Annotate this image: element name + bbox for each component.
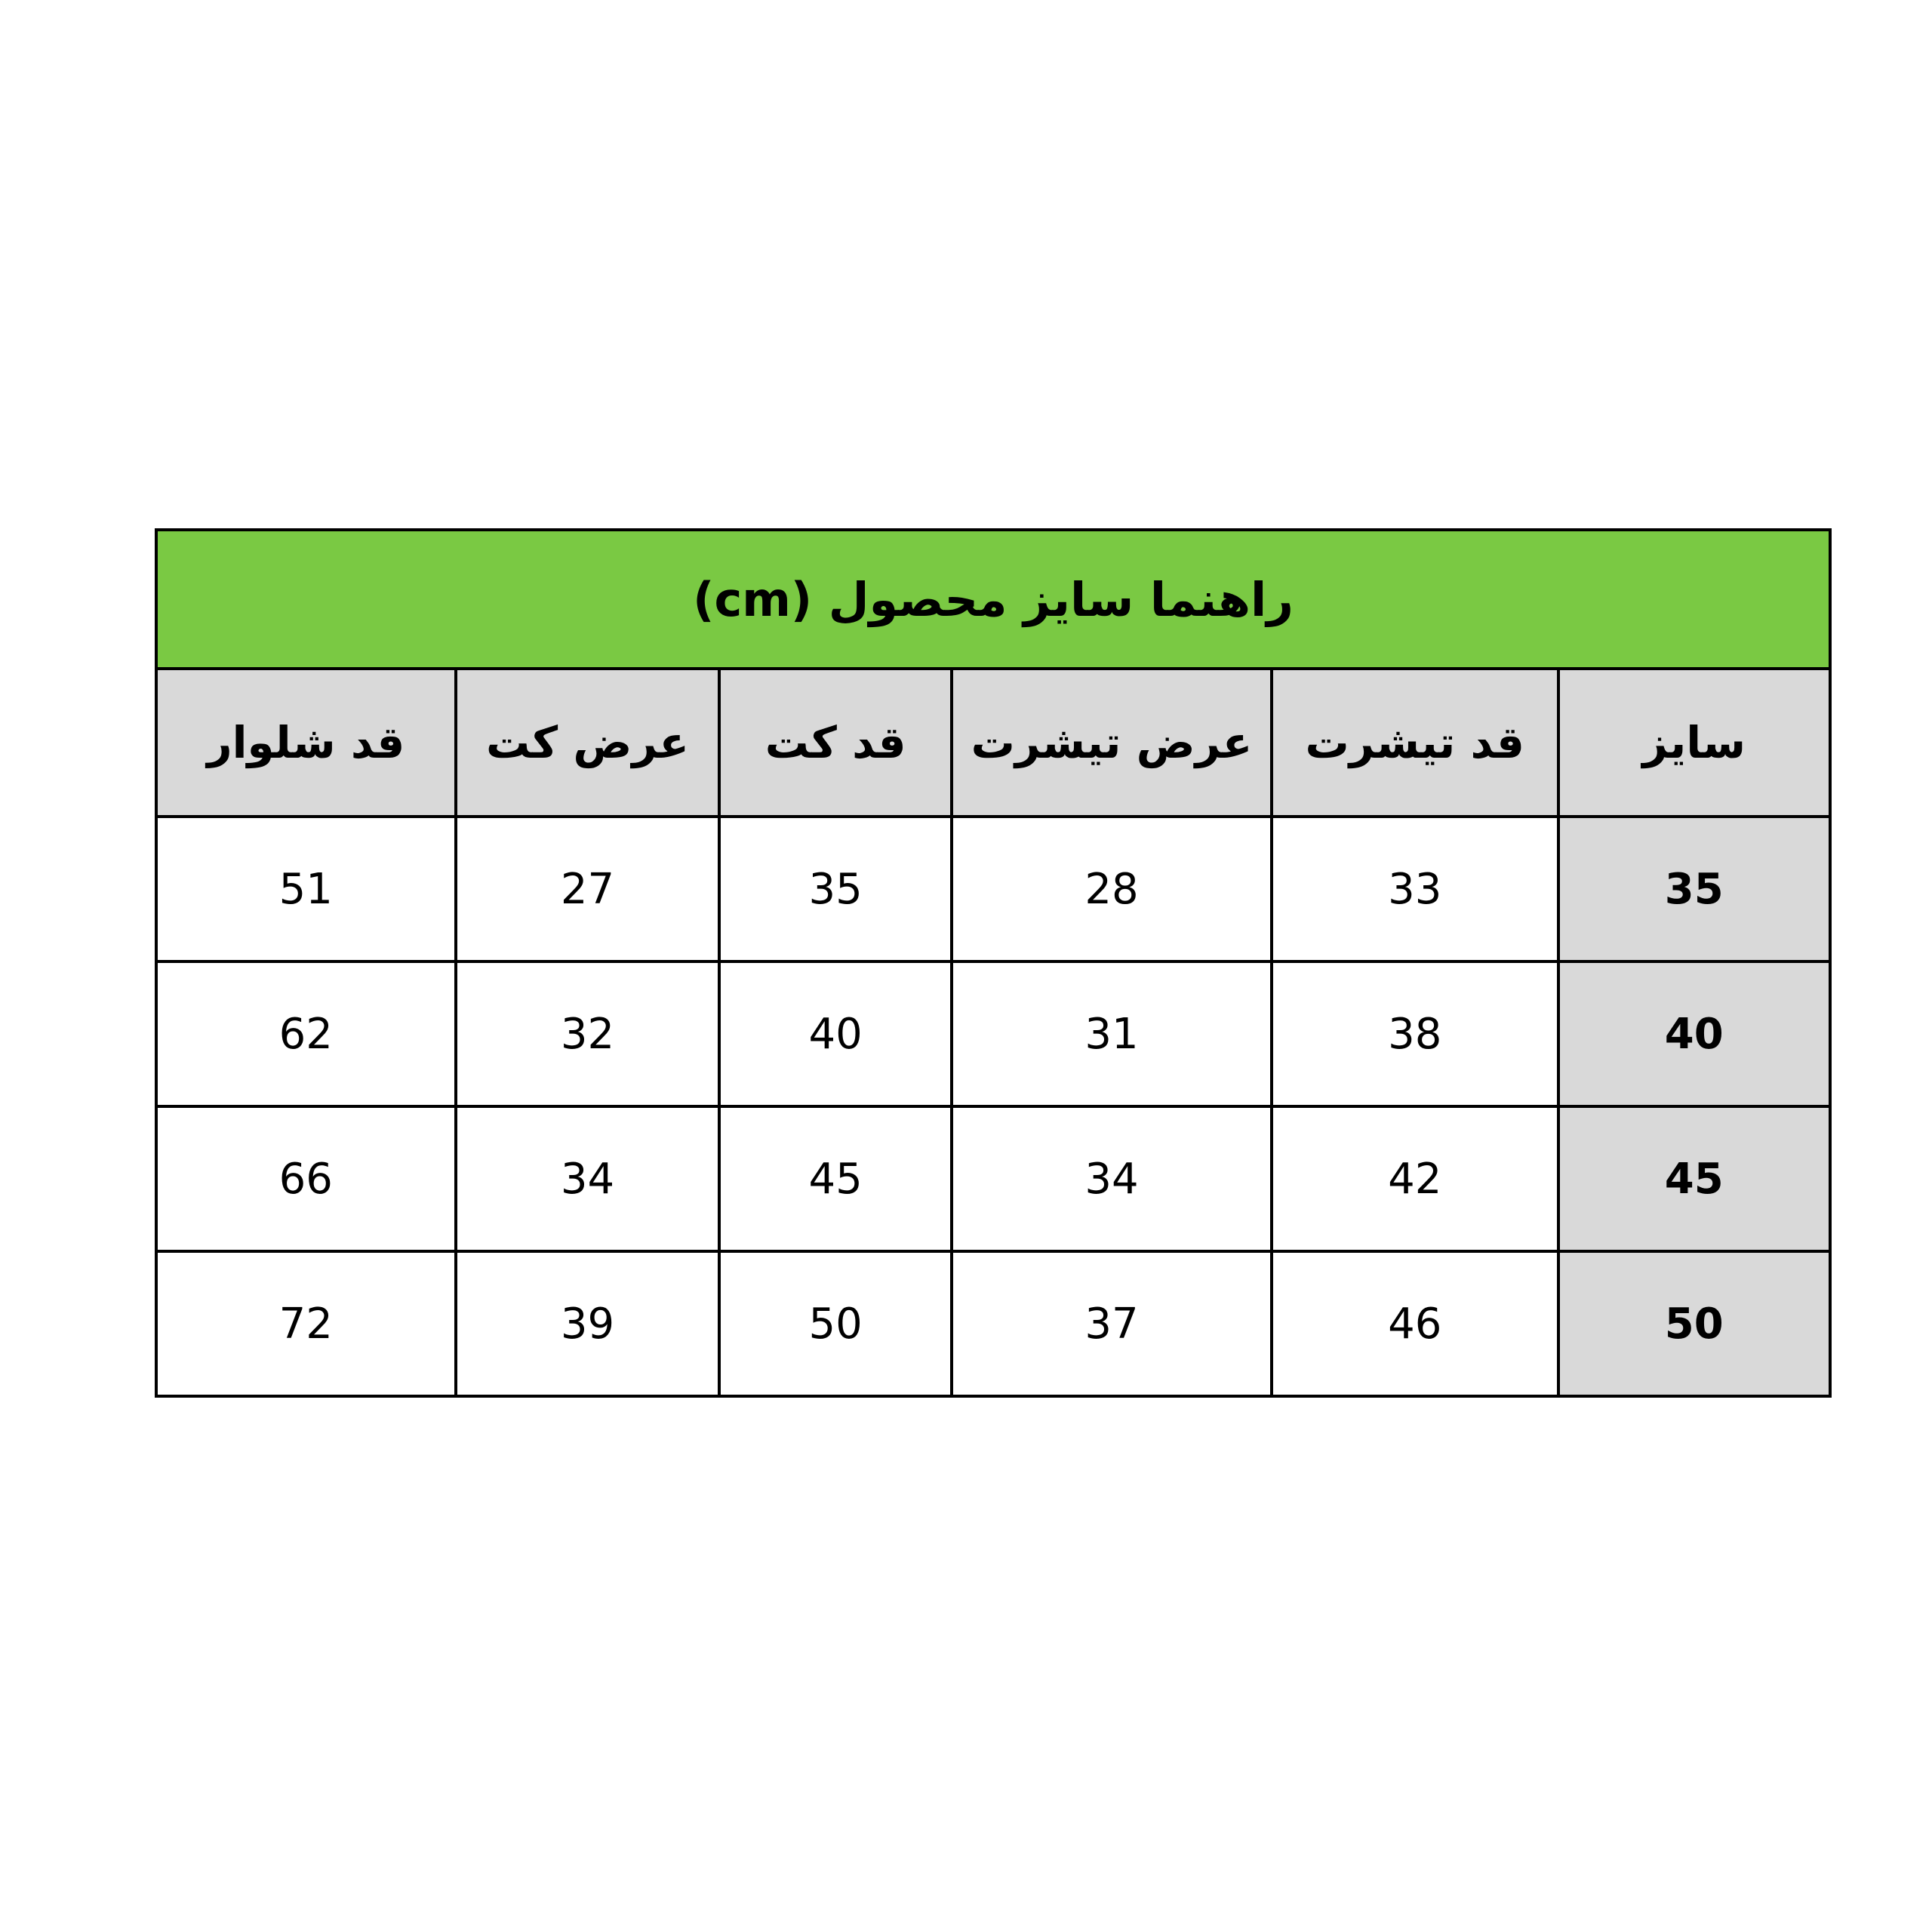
column-header-jacket-length: قد کت (719, 669, 951, 817)
cell-pants-length: 51 (156, 817, 456, 961)
cell-shirt-length: 33 (1272, 817, 1558, 961)
cell-jacket-length: 35 (719, 817, 951, 961)
column-header-pants-length: قد شلوار (156, 669, 456, 817)
cell-size: 40 (1558, 961, 1830, 1106)
cell-shirt-width: 28 (952, 817, 1272, 961)
table-row (156, 1106, 1830, 1251)
cell-size: 50 (1558, 1251, 1830, 1396)
cell-shirt-width: 31 (952, 961, 1272, 1106)
cell-jacket-length: 40 (719, 961, 951, 1106)
cell-shirt-length: 46 (1272, 1251, 1558, 1396)
cell-pants-length: 62 (156, 961, 456, 1106)
table-row (156, 961, 1830, 1106)
column-header-size: سایز (1558, 669, 1830, 817)
table-title-row (156, 530, 1830, 669)
size-guide-container (155, 528, 1832, 1398)
cell-size: 35 (1558, 817, 1830, 961)
cell-pants-length: 72 (156, 1251, 456, 1396)
column-header-shirt-length: قد تیشرت (1272, 669, 1558, 817)
cell-jacket-length: 50 (719, 1251, 951, 1396)
size-guide-table (155, 528, 1832, 1398)
cell-size: 45 (1558, 1106, 1830, 1251)
table-header-row (156, 669, 1830, 817)
column-header-shirt-width: عرض تیشرت (952, 669, 1272, 817)
cell-jacket-width: 34 (456, 1106, 720, 1251)
cell-shirt-width: 37 (952, 1251, 1272, 1396)
cell-shirt-width: 34 (952, 1106, 1272, 1251)
cell-jacket-width: 27 (456, 817, 720, 961)
table-row (156, 817, 1830, 961)
cell-jacket-width: 39 (456, 1251, 720, 1396)
size-guide-title: راهنما سایز محصول (cm) (156, 530, 1830, 669)
column-header-jacket-width: عرض کت (456, 669, 720, 817)
table-row (156, 1251, 1830, 1396)
cell-shirt-length: 42 (1272, 1106, 1558, 1251)
cell-shirt-length: 38 (1272, 961, 1558, 1106)
cell-pants-length: 66 (156, 1106, 456, 1251)
cell-jacket-width: 32 (456, 961, 720, 1106)
cell-jacket-length: 45 (719, 1106, 951, 1251)
